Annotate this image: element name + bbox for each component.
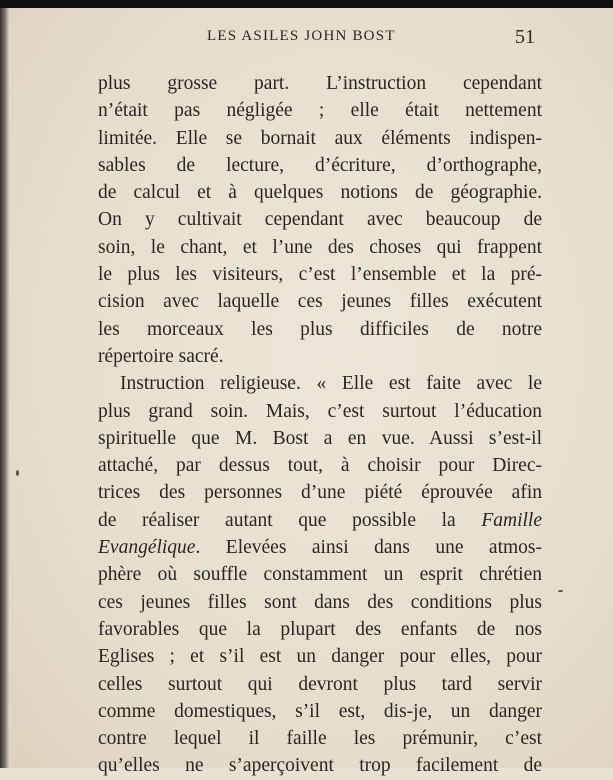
paragraph-end-line: répertoire sacré. [98, 345, 224, 367]
top-edge-bar [0, 0, 613, 8]
text-line: plus grosse part. L’instruction cependant [98, 73, 542, 94]
text-line: ces jeunes filles sont dans des conditions plus [98, 591, 542, 613]
text-line-with-italic [98, 534, 542, 561]
text-line: comme domestiques, s’il est, dis-je, un danger [98, 700, 542, 722]
text-line: qu’elles ne s’aperçoivent trop facilement de [98, 755, 542, 777]
paragraph-start-line: Instruction religieuse. « Elle est faite avec le [120, 373, 542, 395]
body-text [98, 70, 542, 780]
page-number: 51 [515, 26, 535, 48]
text-line: trices des personnes d’une piété éprouvée afin [98, 482, 542, 504]
text-line: soin, le chant, et l’une des choses qui frappent [98, 236, 542, 258]
text-line: phère où souffle constamment un esprit chrétien [98, 564, 542, 586]
text-line: n’était pas négligée ; elle était nettement [98, 100, 542, 122]
text-line: cision avec laquelle ces jeunes filles exécutent [98, 291, 542, 313]
paper-spot [16, 470, 19, 476]
text-line: le plus les visiteurs, c’est l’ensemble et la pré- [98, 264, 542, 286]
text-line: celles surtout qui devront plus tard servir [98, 673, 542, 695]
text-line: sables de lecture, d’écriture, d’orthographe, [98, 154, 542, 176]
text-line: spirituelle que M. Bost a en vue. Aussi s’est-il [98, 427, 542, 449]
text-segment: de réaliser autant que possible la [98, 509, 482, 531]
text-line: favorables que la plupart des enfants de nos [98, 618, 542, 640]
book-page [10, 8, 613, 777]
text-line-with-italic [98, 507, 542, 534]
text-line: de calcul et à quelques notions de géographie. [98, 182, 542, 204]
text-line: les morceaux les plus difficiles de notre [98, 318, 542, 340]
running-head-title: LES ASILES JOHN BOST [207, 28, 396, 44]
text-line: limitée. Elle se bornait aux éléments indispen- [98, 127, 542, 149]
text-line: attaché, par dessus tout, à choisir pour Direc- [98, 455, 542, 477]
book-spine-shadow [0, 8, 10, 768]
italic-term: Evangélique [98, 537, 196, 559]
text-line: plus grand soin. Mais, c’est surtout l’éducation [98, 400, 542, 422]
text-line: On y cultivait cependant avec beaucoup de [98, 209, 542, 231]
text-segment: . Elevées ainsi dans une atmos- [195, 537, 542, 559]
text-line: contre lequel il faille les prémunir, c’est [98, 728, 542, 750]
text-line: Eglises ; et s’il est un danger pour elles, pour [98, 646, 542, 668]
italic-term: Famille [481, 509, 542, 531]
paper-mark [558, 590, 563, 592]
